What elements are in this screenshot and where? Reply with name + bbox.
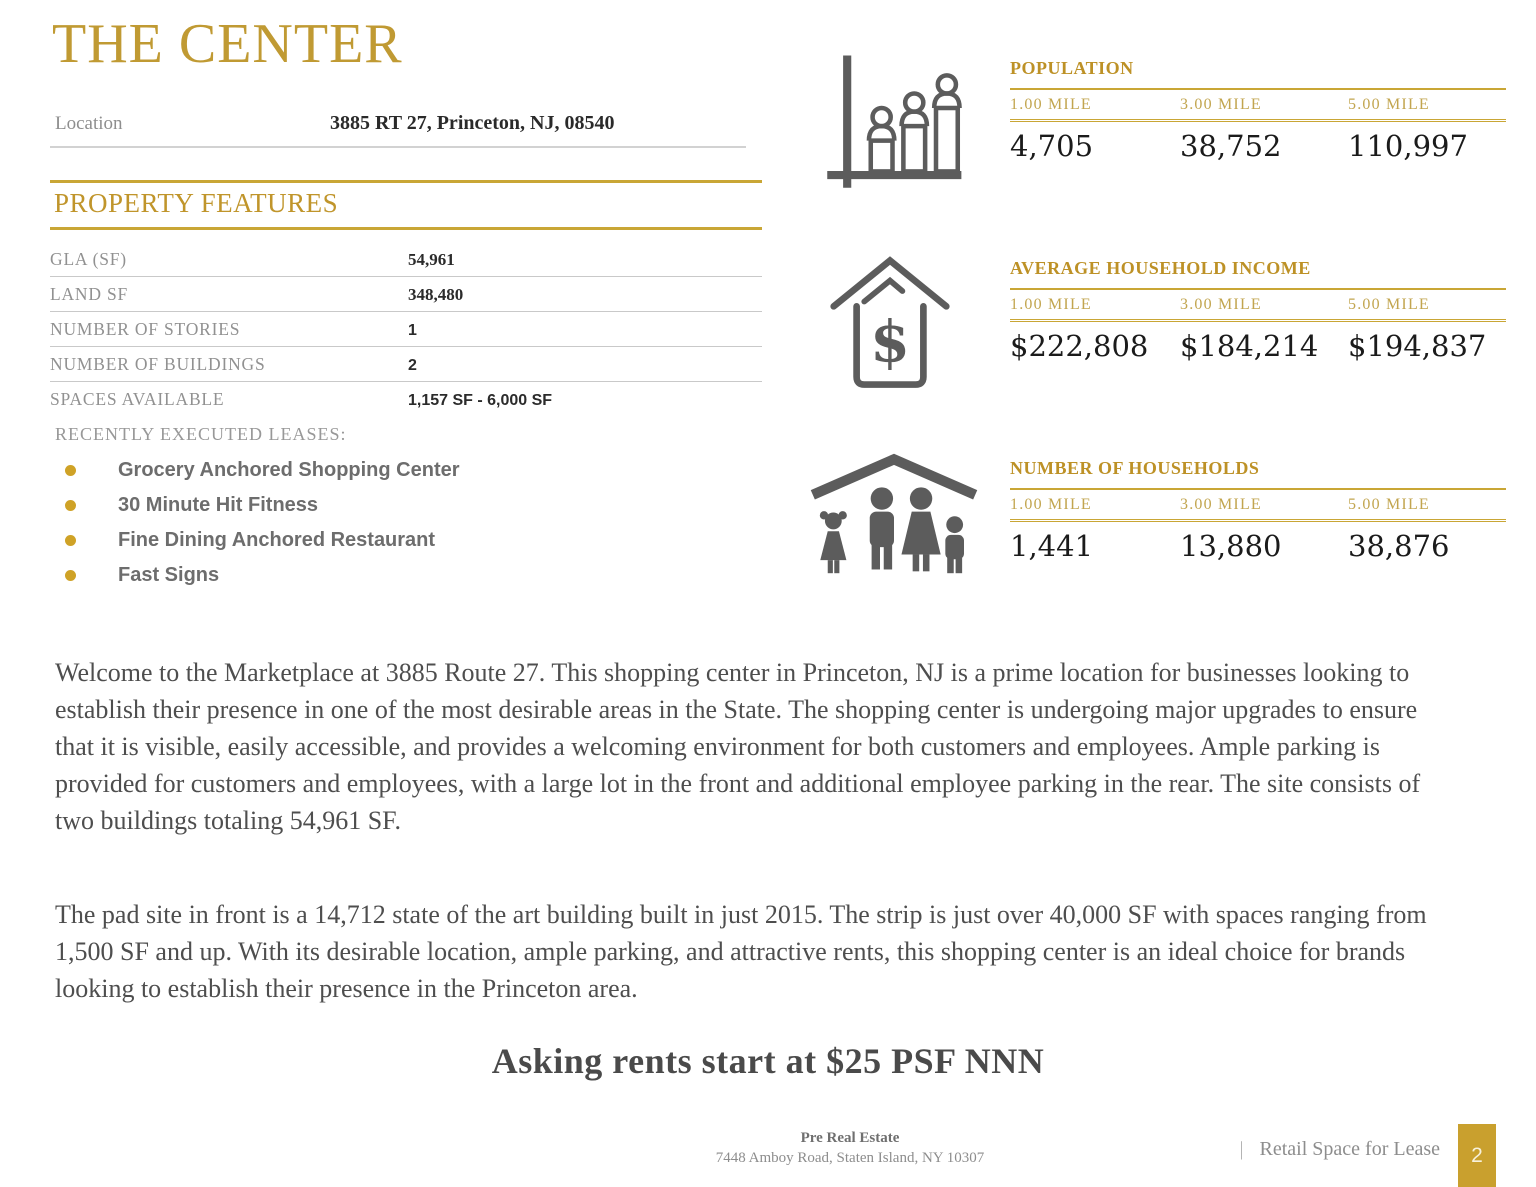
location-divider [50, 146, 746, 148]
lease-item-label: Fast Signs [118, 564, 220, 586]
stat-value: 13,880 [1180, 529, 1282, 563]
lease-list [55, 459, 715, 587]
stat-value: 1,441 [1010, 529, 1094, 563]
stat-value: 110,997 [1348, 129, 1468, 163]
asking-rents-callout: Asking rents start at $25 PSF NNN [491, 1041, 1045, 1081]
footer-company-name: Pre Real Estate [800, 1130, 900, 1146]
location-value: 3885 RT 27, Princeton, NJ, 08540 [330, 112, 615, 134]
stats-heading: AVERAGE HOUSEHOLD INCOME [1010, 258, 1311, 278]
column-header: 5.00 MILE [1348, 296, 1430, 313]
page-title: THE CENTER [52, 13, 403, 75]
pad-site-paragraph: The pad site in front is a 14,712 state of the art building built in just 2015. The strip is just over 40,000 SF with spaces ranging from 1,500 SF and up. With its desirable location, ample parking, and attractive rents, this shopping center is an ideal choice for brands looking to establish their presence in the Princeton area. [55, 900, 1427, 1003]
column-header: 5.00 MILE [1348, 496, 1430, 513]
table-row [50, 382, 762, 416]
table-row [50, 242, 762, 277]
feature-value: 54,961 [408, 250, 455, 269]
feature-label: LAND SF [50, 284, 129, 304]
footer-separator: | [1239, 1138, 1244, 1160]
stats-column-headers [1010, 88, 1506, 122]
bullet-icon [65, 570, 76, 581]
table-row [50, 277, 762, 312]
stats-heading: NUMBER OF HOUSEHOLDS [1010, 458, 1260, 478]
recent-leases-section [55, 424, 715, 599]
stat-value: $184,214 [1180, 329, 1319, 363]
stats-values [1010, 329, 1506, 363]
bullet-icon [65, 535, 76, 546]
recent-leases-heading: RECENTLY EXECUTED LEASES: [55, 424, 347, 444]
location-label: Location [55, 113, 123, 134]
property-features-heading: PROPERTY FEATURES [50, 180, 762, 230]
stat-value: $222,808 [1010, 329, 1149, 363]
bullet-icon [65, 500, 76, 511]
table-row [50, 312, 762, 347]
column-header: 3.00 MILE [1180, 496, 1262, 513]
feature-label: SPACES AVAILABLE [50, 389, 225, 409]
footer-company-address: 7448 Amboy Road, Staten Island, NY 10307 [715, 1150, 985, 1166]
column-header: 5.00 MILE [1348, 96, 1430, 113]
household-income-stats [1010, 258, 1506, 363]
stat-value: $194,837 [1348, 329, 1487, 363]
house-dollar-icon [828, 246, 952, 401]
list-item [55, 494, 715, 517]
stats-column-headers [1010, 288, 1506, 322]
list-item [55, 529, 715, 552]
lease-item-label: Grocery Anchored Shopping Center [118, 459, 460, 481]
feature-value: 348,480 [408, 285, 464, 304]
feature-label: GLA (SF) [50, 249, 127, 269]
stat-value: 38,752 [1180, 129, 1282, 163]
number-of-households-stats [1010, 458, 1506, 563]
page-number-badge: 2 [1458, 1124, 1496, 1187]
feature-value: 1 [408, 322, 417, 339]
column-header: 1.00 MILE [1010, 96, 1092, 113]
column-header: 1.00 MILE [1010, 296, 1092, 313]
property-features-table [50, 242, 762, 416]
family-icon [798, 450, 990, 590]
stat-value: 38,876 [1348, 529, 1450, 563]
list-item [55, 459, 715, 482]
footer-tagline-block [1240, 1138, 1440, 1161]
stats-heading: POPULATION [1010, 58, 1134, 78]
feature-value: 2 [408, 357, 417, 374]
bullet-icon [65, 465, 76, 476]
table-row [50, 347, 762, 382]
stats-values [1010, 129, 1506, 163]
feature-label: NUMBER OF STORIES [50, 319, 241, 339]
stat-value: 4,705 [1010, 129, 1094, 163]
stats-values [1010, 529, 1506, 563]
property-features-section [50, 180, 762, 416]
column-header: 3.00 MILE [1180, 96, 1262, 113]
location-row [55, 112, 745, 135]
column-header: 1.00 MILE [1010, 496, 1092, 513]
svg-text:$: $ [870, 308, 910, 376]
feature-value: 1,157 SF - 6,000 SF [408, 392, 553, 409]
stats-column-headers [1010, 488, 1506, 522]
footer-company-block [640, 1130, 1060, 1167]
intro-paragraph: Welcome to the Marketplace at 3885 Route 27. This shopping center in Princeton, NJ is a prime location for businesses looking to establish their presence in one of the most desirable areas in the State. The shopping center is undergoing major upgrades to ensure that it is visible, easily accessible, and provides a welcoming environment for both customers and employees. Ample parking is provided for customers and employees, with a large lot in the front and additional employee parking in the rear. The site consists of two buildings totaling 54,961 SF. [55, 658, 1421, 835]
population-chart-icon [815, 50, 970, 195]
feature-label: NUMBER OF BUILDINGS [50, 354, 266, 374]
lease-item-label: Fine Dining Anchored Restaurant [118, 529, 436, 551]
footer-tagline: Retail Space for Lease [1259, 1138, 1440, 1160]
lease-item-label: 30 Minute Hit Fitness [118, 494, 319, 516]
population-stats [1010, 58, 1506, 163]
list-item [55, 564, 715, 587]
column-header: 3.00 MILE [1180, 296, 1262, 313]
